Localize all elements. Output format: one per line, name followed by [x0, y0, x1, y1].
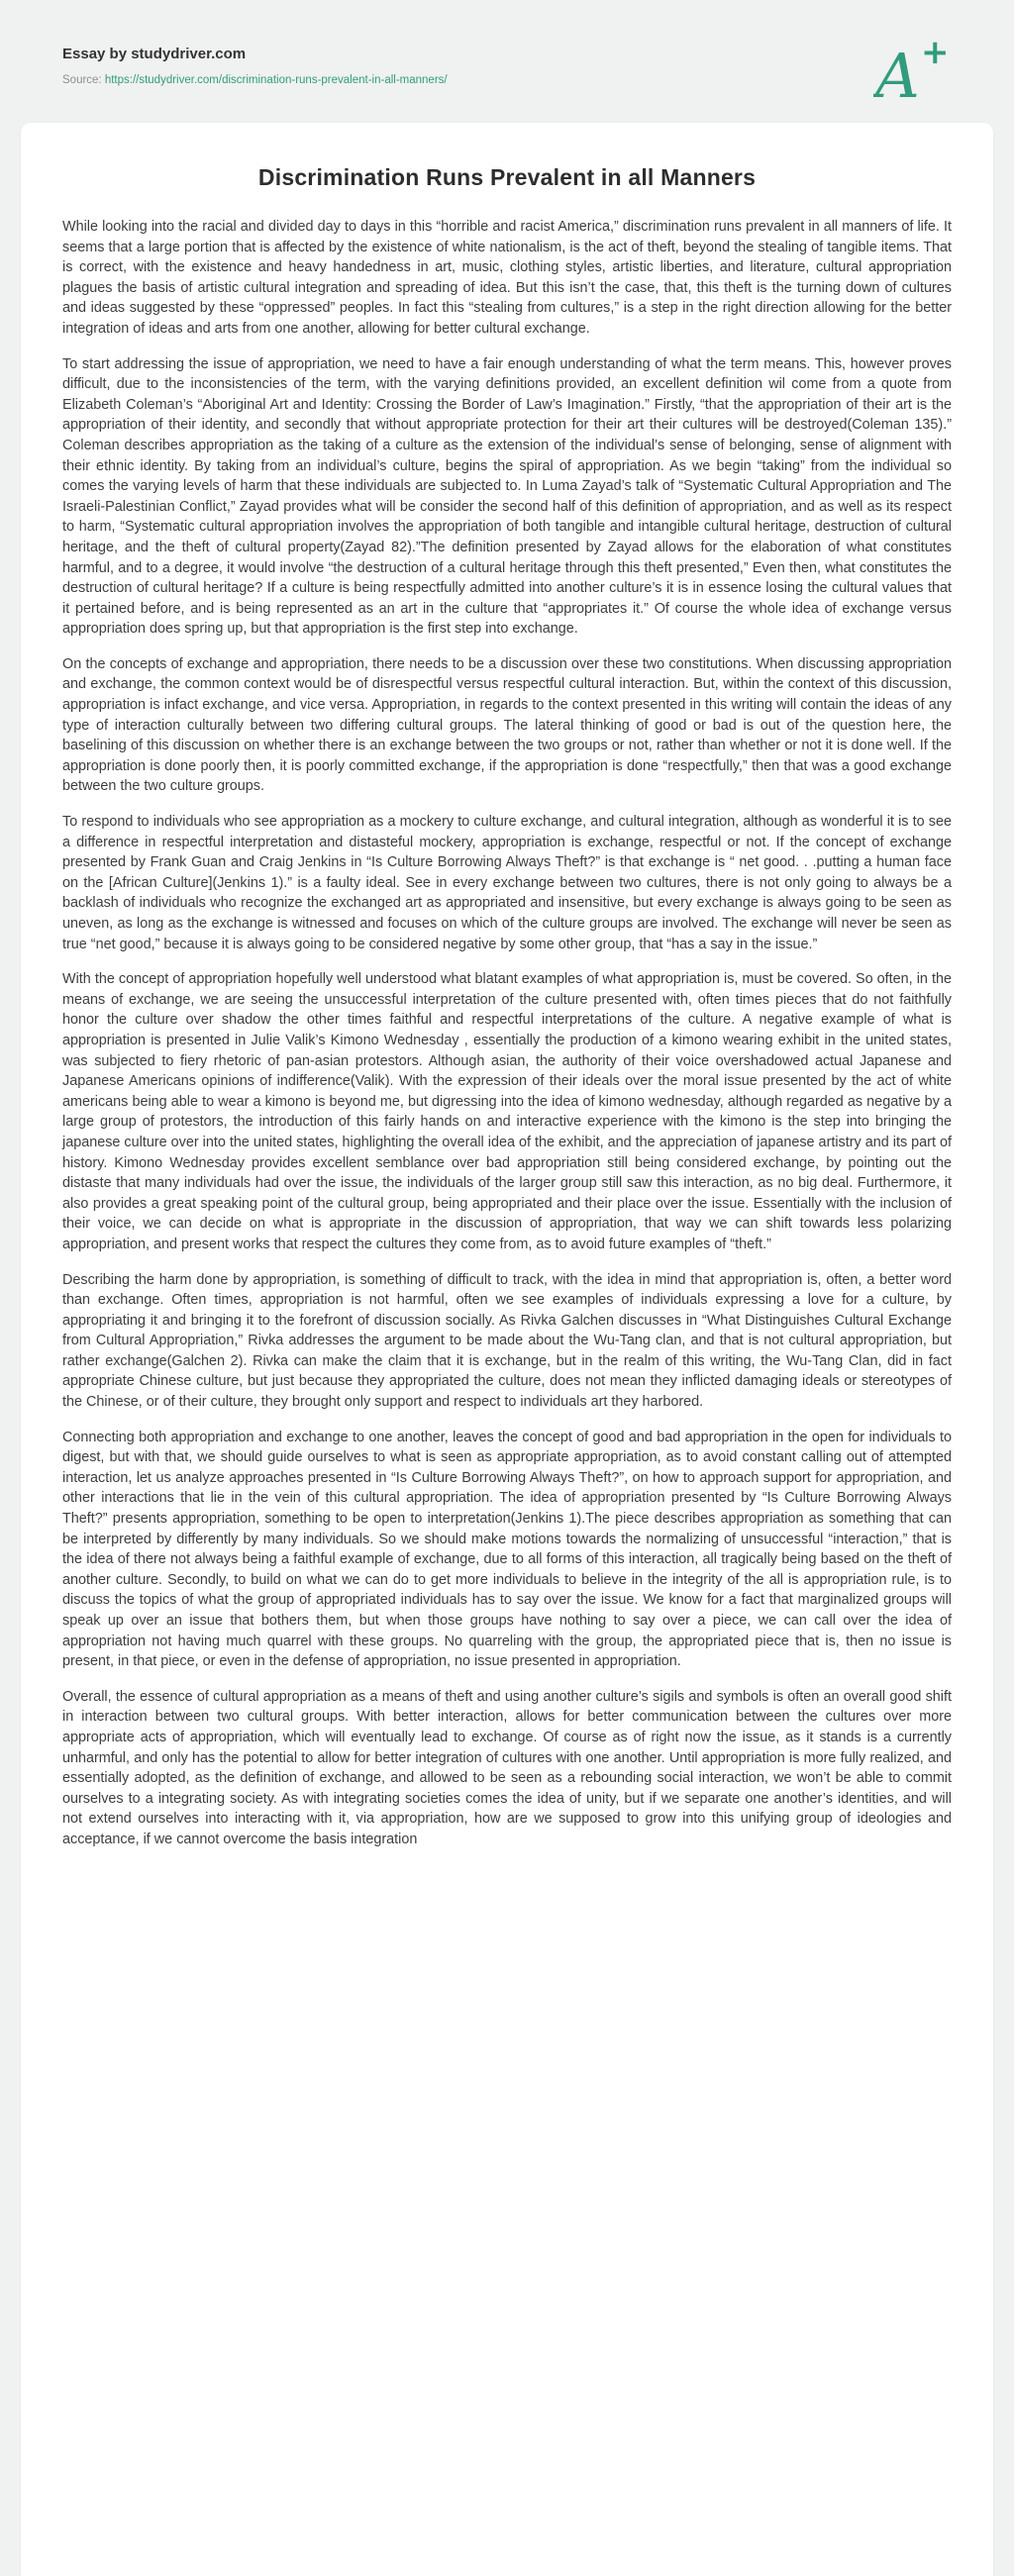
essay-title: Discrimination Runs Prevalent in all Manners	[257, 164, 757, 190]
essay-body	[62, 217, 952, 1850]
source-link[interactable]: https://studydriver.com/discrimination-runs-prevalent-in-all-manners/	[104, 73, 448, 86]
studydriver-logo-icon	[873, 38, 953, 107]
source-label: Source:	[62, 73, 105, 86]
essay-paragraph-8: Overall, the essence of cultural appropriation as a means of theft and using another culture’s sigils and symbols is often an overall good shift in interaction between two cultural groups. With better interaction, allows for better communication between the cultures over more appropriate acts of appropriation, which will eventually lead to exchange. Of course as of right now the issue, as it stands is a currently unharmful, and only has the potential to allow for better integration of cultures with one another. Until appropriation is more fully realized, and essentially adopted, as the definition of exchange, and allowed to be seen as a rebounding social interaction, we won’t be able to commit ourselves to a integrating society. As with integrating societies comes the idea of unity, but if we separate one another’s identities, and will not extend ourselves into interacting with it, via appropriation, how are we supposed to grow into this unifying group of ideologies and acceptance, if we cannot overcome the basis integration	[62, 1688, 952, 1847]
essay-byline: Essay by studydriver.com	[62, 46, 247, 62]
essay-paragraph-3: On the concepts of exchange and appropriation, there needs to be a discussion over these two constitutions. When discussing appropriation and exchange, the common context would be of disrespectful versus respectful cultural interaction. But, within the context of this discussion, appropriation is infact exchange, and vice versa. Appropriation, in regards to the context presented in this writing will contain the ideas of any type of interaction culturally between two differing cultural groups. The lateral thinking of good or bad is out of the question here, the baselining of this discussion on whether there is an exchange between the two groups or not, rather than whether or not it is done well. If the appropriation is done poorly then, it is poorly committed exchange, if the appropriation is done “respectfully,” then that was a good exchange between the two culture groups.	[62, 655, 952, 795]
essay-paragraph-1: While looking into the racial and divided day to days in this “horrible and racist America,” discrimination runs prevalent in all manners of life. It seems that a large portion that is affected by the existence of white nationalism, is the act of theft, beyond the stealing of tangible items. That is correct, with the existence and heavy handedness in art, music, clothing styles, artistic liberties, and literature, cultural appropriation plagues the basis of artistic cultural integration and spreading of idea. But this isn’t the case, that, this theft is the turning down of cultures and ideas suggested by these “oppressed” peoples. In fact this “stealing from cultures,” is a step in the right direction allowing for the better integration of ideas and arts from one another, allowing for better cultural exchange.	[62, 219, 952, 337]
essay-paragraph-5: With the concept of appropriation hopefully well understood what blatant examples of what appropriation is, must be covered. So often, in the means of exchange, we are seeing the unsuccessful interpretation of the culture presented with, often times pieces that do not faithfully honor the culture over shadow the other times faithful and respectful interpretations of the culture. A negative example of what is appropriation is presented in Julie Valik’s Kimono Wednesday , essentially the production of a kimono wearing exhibit in the united states, was subjected to fiery rhetoric of pan-asian protestors. Although asian, the authority of their voice overshadowed actual Japanese and Japanese Americans opinions of indifference(Valik). With the expression of their ideals over the moral issue presented by the act of white americans being able to wear a kimono is beyond me, but digressing into the idea of kimono wednesday, although regarded as negative by a large group of protestors, the introduction of this fairly hands on and interactive experience with the kimono is the step into bringing the japanese culture over into the united states, highlighting the overall idea of the exhibit, and the appreciation of japanese artistry and its part of history. Kimono Wednesday provides excellent semblance over bad appropriation still being considered exchange, by pointing out the distaste that many individuals had over the issue, the individuals of the larger group still saw this interaction, as no big deal. Furthermore, it also provides a great speaking point of the cultural group, being appropriated and their place over the issue. Essentially with the inclusion of their voice, we can decide on what is appropriate in the discussion of appropriation, that way we can shift towards less polarizing appropriation, and present works that respect the cultures they come from, as to avoid future examples of “theft.”	[62, 971, 952, 1252]
site-header	[0, 0, 1014, 123]
essay-paragraph-4: To respond to individuals who see appropriation as a mockery to culture exchange, and cultural integration, although as wonderful it is to see a difference in respectful interpretation and distasteful mockery, appropriation is exchange, respectful or not. If the concept of exchange presented by Frank Guan and Craig Jenkins in “Is Culture Borrowing Always Theft?” is that exchange is “ net good. . .putting a human face on the [African Culture](Jenkins 1).” is a faulty ideal. See in every exchange between two cultures, there is not only going to always be a backlash of individuals who recognize the exchanged art as appropriated and insensitive, but every exchange is always going to be seen as uneven, as long as the exchange is witnessed and focuses on which of the culture groups are involved. The exchange will never be seen as true “net good,” because it is always going to be considered negative by some other group, that “has a say in the issue.”	[62, 814, 952, 952]
source-line	[62, 74, 951, 86]
essay-paragraph-6: Describing the harm done by appropriation, is something of difficult to track, with the idea in mind that appropriation is, often, a better word than exchange. Often times, appropriation is not harmful, often we see examples of individuals expressing a love for a culture, by appropriating it and bringing it to the forefront of discussion socially. As Rivka Galchen discusses in “What Distinguishes Cultural Exchange from Cultural Appropriation,” Rivka addresses the argument to be made about the Wu-Tang clan, and that is not cultural appropriation, but rather exchange(Galchen 2). Rivka can make the claim that it is exchange, but in the realm of this writing, the Wu-Tang Clan, did in fact appropriate Chinese culture, but just because they appropriated the culture, does not mean they inflicted damaging ideals or stereotypes of the Chinese, or of their culture, they brought only support and respect to individuals art they harbored.	[62, 1271, 952, 1411]
essay-paragraph-2: To start addressing the issue of appropriation, we need to have a fair enough understanding of what the term means. This, however proves difficult, due to the inconsistencies of the term, with the varying definitions provided, an excellent definition wil come from a quote from Elizabeth Coleman’s “Aboriginal Art and Identity: Crossing the Border of Law’s Imagination.” Firstly, “that the appropriation of their art is the appropriation of their identity, and secondly that without appropriate protection for their art their cultures will be destroyed(Coleman 135).” Coleman describes appropriation as the taking of a culture as the extension of the individual’s sense of belonging, sense of alignment with their ethnic identity. By taking from an individual’s culture, begins the spiral of appropriation. As we begin “taking” from the individual so comes the varying levels of harm that these individuals are subjected to. In Luma Zayad’s talk of “Systematic Cultural Appropriation and The Israeli-Palestinian Conflict,” Zayad provides what will be consider the second half of this definition of appropriation, and as well as its respect to harm, “Systematic cultural appropriation involves the appropriation of both tangible and intangible cultural heritage, destruction of cultural heritage, and the theft of cultural property(Zayad 82).”The definition presented by Zayad allows for the elaboration of what constitutes harmful, and to a degree, it would involve “the destruction of a cultural heritage through this theft presented,” Even then, what constitutes the destruction of cultural heritage? If a culture is being respectfully admitted into another culture’s it is in essence losing the cultural values that it pertained before, and is being represented as an art in the culture that “appropriates it.” Of course the whole idea of exchange versus appropriation does spring up, but that appropriation is the first step into exchange.	[62, 355, 952, 638]
logo-letter-a: A	[875, 40, 920, 107]
essay-paragraph-7: Connecting both appropriation and exchange to one another, leaves the concept of good and bad appropriation in the open for individuals to digest, but with that, we should guide ourselves to what is seen as appropriate appropriation, as to avoid constant calling out of attempted interaction, let us analyze approaches presented in “Is Culture Borrowing Always Theft?”, on how to approach support for appropriation, and other interactions that lie in the vein of this cultural appropriation. The idea of appropriation presented by “Is Culture Borrowing Always Theft?” presents appropriation, something to be open to interpretation(Jenkins 1).The piece describes appropriation as something that can be interpreted by differently by many individuals. So we should make motions towards the normalizing of unsuccessful “interaction,” that is the idea of there not always being a faithful example of exchange, due to all forms of this interaction, all tragically being based on the theft of another culture. Secondly, to build on what we can do to get more individuals to believe in the integrity of the all is appropriation rule, is to discuss the topics of what the group of appropriated individuals has to say over the issue. We know for a fact that marginalized groups will speak up over an issue that bothers them, but when those groups have nothing to say over a piece, we can call over the idea of appropriation not having much quarrel with these groups. No quarreling with the group, the appropriated piece that is, then no issue is present, in that piece, or even in the defense of appropriation, no issue presented in appropriation.	[62, 1429, 952, 1670]
essay-card	[21, 123, 993, 2576]
logo-plus-glyph: +	[921, 38, 950, 72]
